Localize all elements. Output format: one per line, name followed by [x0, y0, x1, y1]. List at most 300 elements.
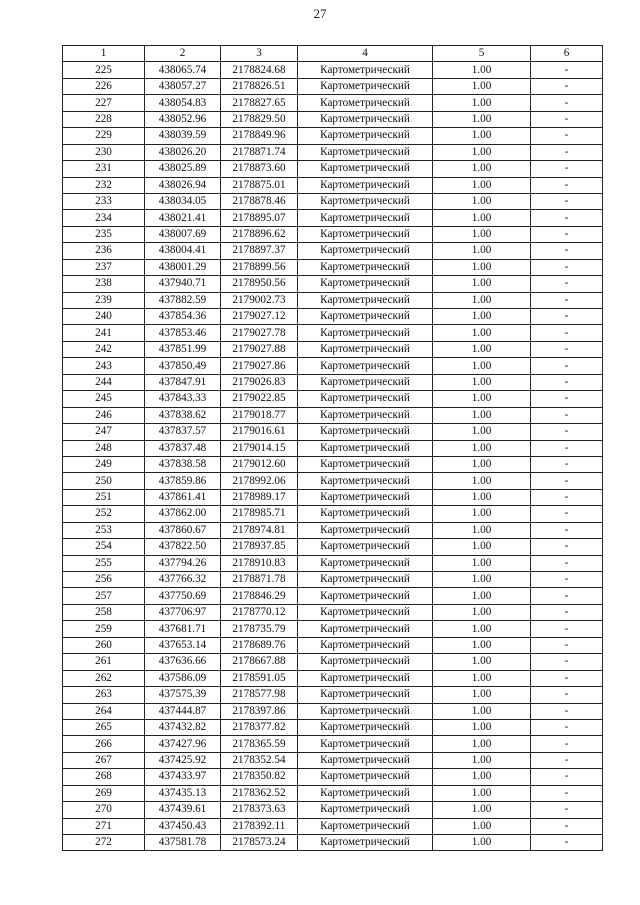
table-row	[63, 687, 603, 703]
x-coordinate-cell: 437822.50	[145, 539, 221, 555]
y-coordinate-cell: 2179027.78	[221, 325, 298, 341]
description-cell: -	[531, 736, 603, 752]
table-row	[63, 539, 603, 555]
y-coordinate-cell: 2178871.74	[221, 144, 298, 160]
x-coordinate-cell: 437766.32	[145, 572, 221, 588]
method-cell: Картометрический	[298, 456, 433, 472]
table-row	[63, 210, 603, 226]
description-cell: -	[531, 243, 603, 259]
description-cell: -	[531, 407, 603, 423]
point-number-cell: 255	[63, 555, 145, 571]
y-coordinate-cell: 2178824.68	[221, 62, 298, 78]
method-cell: Картометрический	[298, 259, 433, 275]
y-coordinate-cell: 2178826.51	[221, 78, 298, 94]
y-coordinate-cell: 2178735.79	[221, 621, 298, 637]
x-coordinate-cell: 437586.09	[145, 670, 221, 686]
x-coordinate-cell: 438004.41	[145, 243, 221, 259]
y-coordinate-cell: 2178899.56	[221, 259, 298, 275]
table-row	[63, 309, 603, 325]
method-cell: Картометрический	[298, 670, 433, 686]
y-coordinate-cell: 2178373.63	[221, 802, 298, 818]
point-number-cell: 271	[63, 818, 145, 834]
y-coordinate-cell: 2178895.07	[221, 210, 298, 226]
accuracy-cell: 1.00	[433, 522, 531, 538]
x-coordinate-cell: 437847.91	[145, 374, 221, 390]
method-cell: Картометрический	[298, 226, 433, 242]
accuracy-cell: 1.00	[433, 95, 531, 111]
point-number-cell: 242	[63, 341, 145, 357]
y-coordinate-cell: 2178397.86	[221, 703, 298, 719]
point-number-cell: 244	[63, 374, 145, 390]
y-coordinate-cell: 2178365.59	[221, 736, 298, 752]
accuracy-cell: 1.00	[433, 572, 531, 588]
point-number-cell: 265	[63, 719, 145, 735]
description-cell: -	[531, 687, 603, 703]
method-cell: Картометрический	[298, 572, 433, 588]
column-header: 3	[221, 46, 298, 62]
accuracy-cell: 1.00	[433, 687, 531, 703]
x-coordinate-cell: 437450.43	[145, 818, 221, 834]
x-coordinate-cell: 438057.27	[145, 78, 221, 94]
accuracy-cell: 1.00	[433, 506, 531, 522]
y-coordinate-cell: 2178875.01	[221, 177, 298, 193]
y-coordinate-cell: 2178770.12	[221, 604, 298, 620]
table-row	[63, 555, 603, 571]
accuracy-cell: 1.00	[433, 226, 531, 242]
table-row	[63, 719, 603, 735]
y-coordinate-cell: 2178985.71	[221, 506, 298, 522]
description-cell: -	[531, 128, 603, 144]
accuracy-cell: 1.00	[433, 210, 531, 226]
y-coordinate-cell: 2179018.77	[221, 407, 298, 423]
y-coordinate-cell: 2178829.50	[221, 111, 298, 127]
accuracy-cell: 1.00	[433, 325, 531, 341]
x-coordinate-cell: 438007.69	[145, 226, 221, 242]
table-row	[63, 522, 603, 538]
method-cell: Картометрический	[298, 78, 433, 94]
description-cell: -	[531, 539, 603, 555]
accuracy-cell: 1.00	[433, 604, 531, 620]
x-coordinate-cell: 437837.48	[145, 440, 221, 456]
x-coordinate-cell: 437750.69	[145, 588, 221, 604]
y-coordinate-cell: 2178910.83	[221, 555, 298, 571]
accuracy-cell: 1.00	[433, 111, 531, 127]
table-row	[63, 670, 603, 686]
x-coordinate-cell: 437838.62	[145, 407, 221, 423]
accuracy-cell: 1.00	[433, 621, 531, 637]
table-row	[63, 62, 603, 78]
table-row	[63, 193, 603, 209]
point-number-cell: 264	[63, 703, 145, 719]
x-coordinate-cell: 437444.87	[145, 703, 221, 719]
accuracy-cell: 1.00	[433, 539, 531, 555]
table-row	[63, 391, 603, 407]
x-coordinate-cell: 438039.59	[145, 128, 221, 144]
description-cell: -	[531, 144, 603, 160]
point-number-cell: 240	[63, 309, 145, 325]
method-cell: Картометрический	[298, 654, 433, 670]
x-coordinate-cell: 437838.58	[145, 456, 221, 472]
point-number-cell: 248	[63, 440, 145, 456]
accuracy-cell: 1.00	[433, 637, 531, 653]
y-coordinate-cell: 2178992.06	[221, 473, 298, 489]
y-coordinate-cell: 2178392.11	[221, 818, 298, 834]
point-number-cell: 256	[63, 572, 145, 588]
table-row	[63, 604, 603, 620]
column-header: 5	[433, 46, 531, 62]
accuracy-cell: 1.00	[433, 769, 531, 785]
description-cell: -	[531, 572, 603, 588]
accuracy-cell: 1.00	[433, 835, 531, 851]
y-coordinate-cell: 2179022.85	[221, 391, 298, 407]
accuracy-cell: 1.00	[433, 440, 531, 456]
method-cell: Картометрический	[298, 424, 433, 440]
point-number-cell: 226	[63, 78, 145, 94]
y-coordinate-cell: 2178689.76	[221, 637, 298, 653]
point-number-cell: 252	[63, 506, 145, 522]
description-cell: -	[531, 374, 603, 390]
method-cell: Картометрический	[298, 539, 433, 555]
description-cell: -	[531, 769, 603, 785]
y-coordinate-cell: 2178937.85	[221, 539, 298, 555]
accuracy-cell: 1.00	[433, 802, 531, 818]
point-number-cell: 262	[63, 670, 145, 686]
table-row	[63, 736, 603, 752]
method-cell: Картометрический	[298, 785, 433, 801]
column-header: 6	[531, 46, 603, 62]
point-number-cell: 250	[63, 473, 145, 489]
accuracy-cell: 1.00	[433, 292, 531, 308]
description-cell: -	[531, 670, 603, 686]
method-cell: Картометрический	[298, 144, 433, 160]
method-cell: Картометрический	[298, 95, 433, 111]
x-coordinate-cell: 437851.99	[145, 341, 221, 357]
accuracy-cell: 1.00	[433, 144, 531, 160]
x-coordinate-cell: 437850.49	[145, 358, 221, 374]
description-cell: -	[531, 489, 603, 505]
table-header-row	[63, 46, 603, 62]
description-cell: -	[531, 456, 603, 472]
coordinates-table	[62, 45, 603, 851]
accuracy-cell: 1.00	[433, 703, 531, 719]
x-coordinate-cell: 437636.66	[145, 654, 221, 670]
x-coordinate-cell: 437859.86	[145, 473, 221, 489]
table-row	[63, 111, 603, 127]
point-number-cell: 263	[63, 687, 145, 703]
method-cell: Картометрический	[298, 802, 433, 818]
method-cell: Картометрический	[298, 374, 433, 390]
x-coordinate-cell: 438065.74	[145, 62, 221, 78]
x-coordinate-cell: 437433.97	[145, 769, 221, 785]
accuracy-cell: 1.00	[433, 391, 531, 407]
description-cell: -	[531, 391, 603, 407]
method-cell: Картометрический	[298, 243, 433, 259]
description-cell: -	[531, 341, 603, 357]
point-number-cell: 229	[63, 128, 145, 144]
method-cell: Картометрический	[298, 769, 433, 785]
method-cell: Картометрический	[298, 341, 433, 357]
table-row	[63, 456, 603, 472]
description-cell: -	[531, 604, 603, 620]
table-row	[63, 226, 603, 242]
method-cell: Картометрический	[298, 703, 433, 719]
table-row	[63, 358, 603, 374]
accuracy-cell: 1.00	[433, 259, 531, 275]
point-number-cell: 237	[63, 259, 145, 275]
table-row	[63, 259, 603, 275]
description-cell: -	[531, 440, 603, 456]
accuracy-cell: 1.00	[433, 193, 531, 209]
x-coordinate-cell: 437681.71	[145, 621, 221, 637]
y-coordinate-cell: 2179026.83	[221, 374, 298, 390]
description-cell: -	[531, 719, 603, 735]
method-cell: Картометрический	[298, 621, 433, 637]
description-cell: -	[531, 424, 603, 440]
description-cell: -	[531, 292, 603, 308]
y-coordinate-cell: 2178667.88	[221, 654, 298, 670]
accuracy-cell: 1.00	[433, 654, 531, 670]
accuracy-cell: 1.00	[433, 473, 531, 489]
accuracy-cell: 1.00	[433, 374, 531, 390]
point-number-cell: 257	[63, 588, 145, 604]
table-row	[63, 243, 603, 259]
point-number-cell: 266	[63, 736, 145, 752]
point-number-cell: 261	[63, 654, 145, 670]
table-row	[63, 588, 603, 604]
x-coordinate-cell: 437837.57	[145, 424, 221, 440]
x-coordinate-cell: 437843.33	[145, 391, 221, 407]
point-number-cell: 232	[63, 177, 145, 193]
x-coordinate-cell: 437425.92	[145, 752, 221, 768]
description-cell: -	[531, 210, 603, 226]
accuracy-cell: 1.00	[433, 818, 531, 834]
point-number-cell: 247	[63, 424, 145, 440]
column-header: 1	[63, 46, 145, 62]
accuracy-cell: 1.00	[433, 276, 531, 292]
y-coordinate-cell: 2178950.56	[221, 276, 298, 292]
method-cell: Картометрический	[298, 292, 433, 308]
table-row	[63, 818, 603, 834]
x-coordinate-cell: 438001.29	[145, 259, 221, 275]
method-cell: Картометрический	[298, 128, 433, 144]
point-number-cell: 225	[63, 62, 145, 78]
method-cell: Картометрический	[298, 309, 433, 325]
description-cell: -	[531, 506, 603, 522]
accuracy-cell: 1.00	[433, 128, 531, 144]
x-coordinate-cell: 437432.82	[145, 719, 221, 735]
accuracy-cell: 1.00	[433, 62, 531, 78]
description-cell: -	[531, 95, 603, 111]
table-row	[63, 769, 603, 785]
accuracy-cell: 1.00	[433, 161, 531, 177]
y-coordinate-cell: 2178897.37	[221, 243, 298, 259]
page-number: 27	[313, 6, 327, 21]
description-cell: -	[531, 703, 603, 719]
y-coordinate-cell: 2178974.81	[221, 522, 298, 538]
table-body	[63, 62, 603, 851]
table-row	[63, 489, 603, 505]
accuracy-cell: 1.00	[433, 456, 531, 472]
method-cell: Картометрический	[298, 588, 433, 604]
x-coordinate-cell: 437794.26	[145, 555, 221, 571]
method-cell: Картометрический	[298, 752, 433, 768]
method-cell: Картометрический	[298, 210, 433, 226]
accuracy-cell: 1.00	[433, 489, 531, 505]
point-number-cell: 259	[63, 621, 145, 637]
method-cell: Картометрический	[298, 325, 433, 341]
table-row	[63, 785, 603, 801]
table-row	[63, 621, 603, 637]
point-number-cell: 235	[63, 226, 145, 242]
point-number-cell: 231	[63, 161, 145, 177]
x-coordinate-cell: 437435.13	[145, 785, 221, 801]
point-number-cell: 270	[63, 802, 145, 818]
y-coordinate-cell: 2178873.60	[221, 161, 298, 177]
y-coordinate-cell: 2179027.86	[221, 358, 298, 374]
point-number-cell: 234	[63, 210, 145, 226]
point-number-cell: 227	[63, 95, 145, 111]
method-cell: Картометрический	[298, 719, 433, 735]
description-cell: -	[531, 325, 603, 341]
accuracy-cell: 1.00	[433, 719, 531, 735]
table-row	[63, 637, 603, 653]
accuracy-cell: 1.00	[433, 177, 531, 193]
description-cell: -	[531, 818, 603, 834]
x-coordinate-cell: 438021.41	[145, 210, 221, 226]
y-coordinate-cell: 2179014.15	[221, 440, 298, 456]
method-cell: Картометрический	[298, 440, 433, 456]
point-number-cell: 233	[63, 193, 145, 209]
table-row	[63, 752, 603, 768]
point-number-cell: 246	[63, 407, 145, 423]
point-number-cell: 258	[63, 604, 145, 620]
point-number-cell: 245	[63, 391, 145, 407]
y-coordinate-cell: 2178849.96	[221, 128, 298, 144]
point-number-cell: 251	[63, 489, 145, 505]
table-row	[63, 473, 603, 489]
y-coordinate-cell: 2179027.12	[221, 309, 298, 325]
table-row	[63, 325, 603, 341]
accuracy-cell: 1.00	[433, 670, 531, 686]
y-coordinate-cell: 2178846.29	[221, 588, 298, 604]
point-number-cell: 272	[63, 835, 145, 851]
description-cell: -	[531, 111, 603, 127]
method-cell: Картометрический	[298, 818, 433, 834]
point-number-cell: 243	[63, 358, 145, 374]
method-cell: Картометрический	[298, 177, 433, 193]
description-cell: -	[531, 835, 603, 851]
x-coordinate-cell: 437861.41	[145, 489, 221, 505]
accuracy-cell: 1.00	[433, 309, 531, 325]
method-cell: Картометрический	[298, 276, 433, 292]
table-row	[63, 703, 603, 719]
x-coordinate-cell: 437706.97	[145, 604, 221, 620]
method-cell: Картометрический	[298, 835, 433, 851]
table-row	[63, 654, 603, 670]
description-cell: -	[531, 161, 603, 177]
x-coordinate-cell: 438034.05	[145, 193, 221, 209]
description-cell: -	[531, 473, 603, 489]
method-cell: Картометрический	[298, 637, 433, 653]
method-cell: Картометрический	[298, 391, 433, 407]
y-coordinate-cell: 2179012.60	[221, 456, 298, 472]
point-number-cell: 254	[63, 539, 145, 555]
description-cell: -	[531, 588, 603, 604]
method-cell: Картометрический	[298, 473, 433, 489]
point-number-cell: 260	[63, 637, 145, 653]
column-header: 4	[298, 46, 433, 62]
description-cell: -	[531, 522, 603, 538]
description-cell: -	[531, 259, 603, 275]
y-coordinate-cell: 2178989.17	[221, 489, 298, 505]
x-coordinate-cell: 437427.96	[145, 736, 221, 752]
table-row	[63, 424, 603, 440]
accuracy-cell: 1.00	[433, 736, 531, 752]
x-coordinate-cell: 438025.89	[145, 161, 221, 177]
method-cell: Картометрический	[298, 193, 433, 209]
point-number-cell: 249	[63, 456, 145, 472]
y-coordinate-cell: 2178871.78	[221, 572, 298, 588]
point-number-cell: 239	[63, 292, 145, 308]
table-row	[63, 292, 603, 308]
method-cell: Картометрический	[298, 736, 433, 752]
x-coordinate-cell: 437575.39	[145, 687, 221, 703]
accuracy-cell: 1.00	[433, 341, 531, 357]
x-coordinate-cell: 437853.46	[145, 325, 221, 341]
description-cell: -	[531, 785, 603, 801]
table-row	[63, 78, 603, 94]
description-cell: -	[531, 177, 603, 193]
point-number-cell: 236	[63, 243, 145, 259]
table-row	[63, 835, 603, 851]
table-row	[63, 276, 603, 292]
y-coordinate-cell: 2178377.82	[221, 719, 298, 735]
accuracy-cell: 1.00	[433, 588, 531, 604]
x-coordinate-cell: 437854.36	[145, 309, 221, 325]
description-cell: -	[531, 637, 603, 653]
table-row	[63, 506, 603, 522]
y-coordinate-cell: 2178878.46	[221, 193, 298, 209]
y-coordinate-cell: 2178352.54	[221, 752, 298, 768]
point-number-cell: 267	[63, 752, 145, 768]
method-cell: Картометрический	[298, 111, 433, 127]
y-coordinate-cell: 2178350.82	[221, 769, 298, 785]
table-row	[63, 95, 603, 111]
method-cell: Картометрический	[298, 506, 433, 522]
method-cell: Картометрический	[298, 489, 433, 505]
accuracy-cell: 1.00	[433, 358, 531, 374]
point-number-cell: 268	[63, 769, 145, 785]
description-cell: -	[531, 62, 603, 78]
y-coordinate-cell: 2178827.65	[221, 95, 298, 111]
point-number-cell: 228	[63, 111, 145, 127]
description-cell: -	[531, 654, 603, 670]
x-coordinate-cell: 438052.96	[145, 111, 221, 127]
y-coordinate-cell: 2179027.88	[221, 341, 298, 357]
y-coordinate-cell: 2178577.98	[221, 687, 298, 703]
method-cell: Картометрический	[298, 687, 433, 703]
table-row	[63, 177, 603, 193]
description-cell: -	[531, 309, 603, 325]
x-coordinate-cell: 437439.61	[145, 802, 221, 818]
method-cell: Картометрический	[298, 62, 433, 78]
method-cell: Картометрический	[298, 604, 433, 620]
description-cell: -	[531, 78, 603, 94]
y-coordinate-cell: 2178362.52	[221, 785, 298, 801]
accuracy-cell: 1.00	[433, 78, 531, 94]
description-cell: -	[531, 358, 603, 374]
table-row	[63, 144, 603, 160]
